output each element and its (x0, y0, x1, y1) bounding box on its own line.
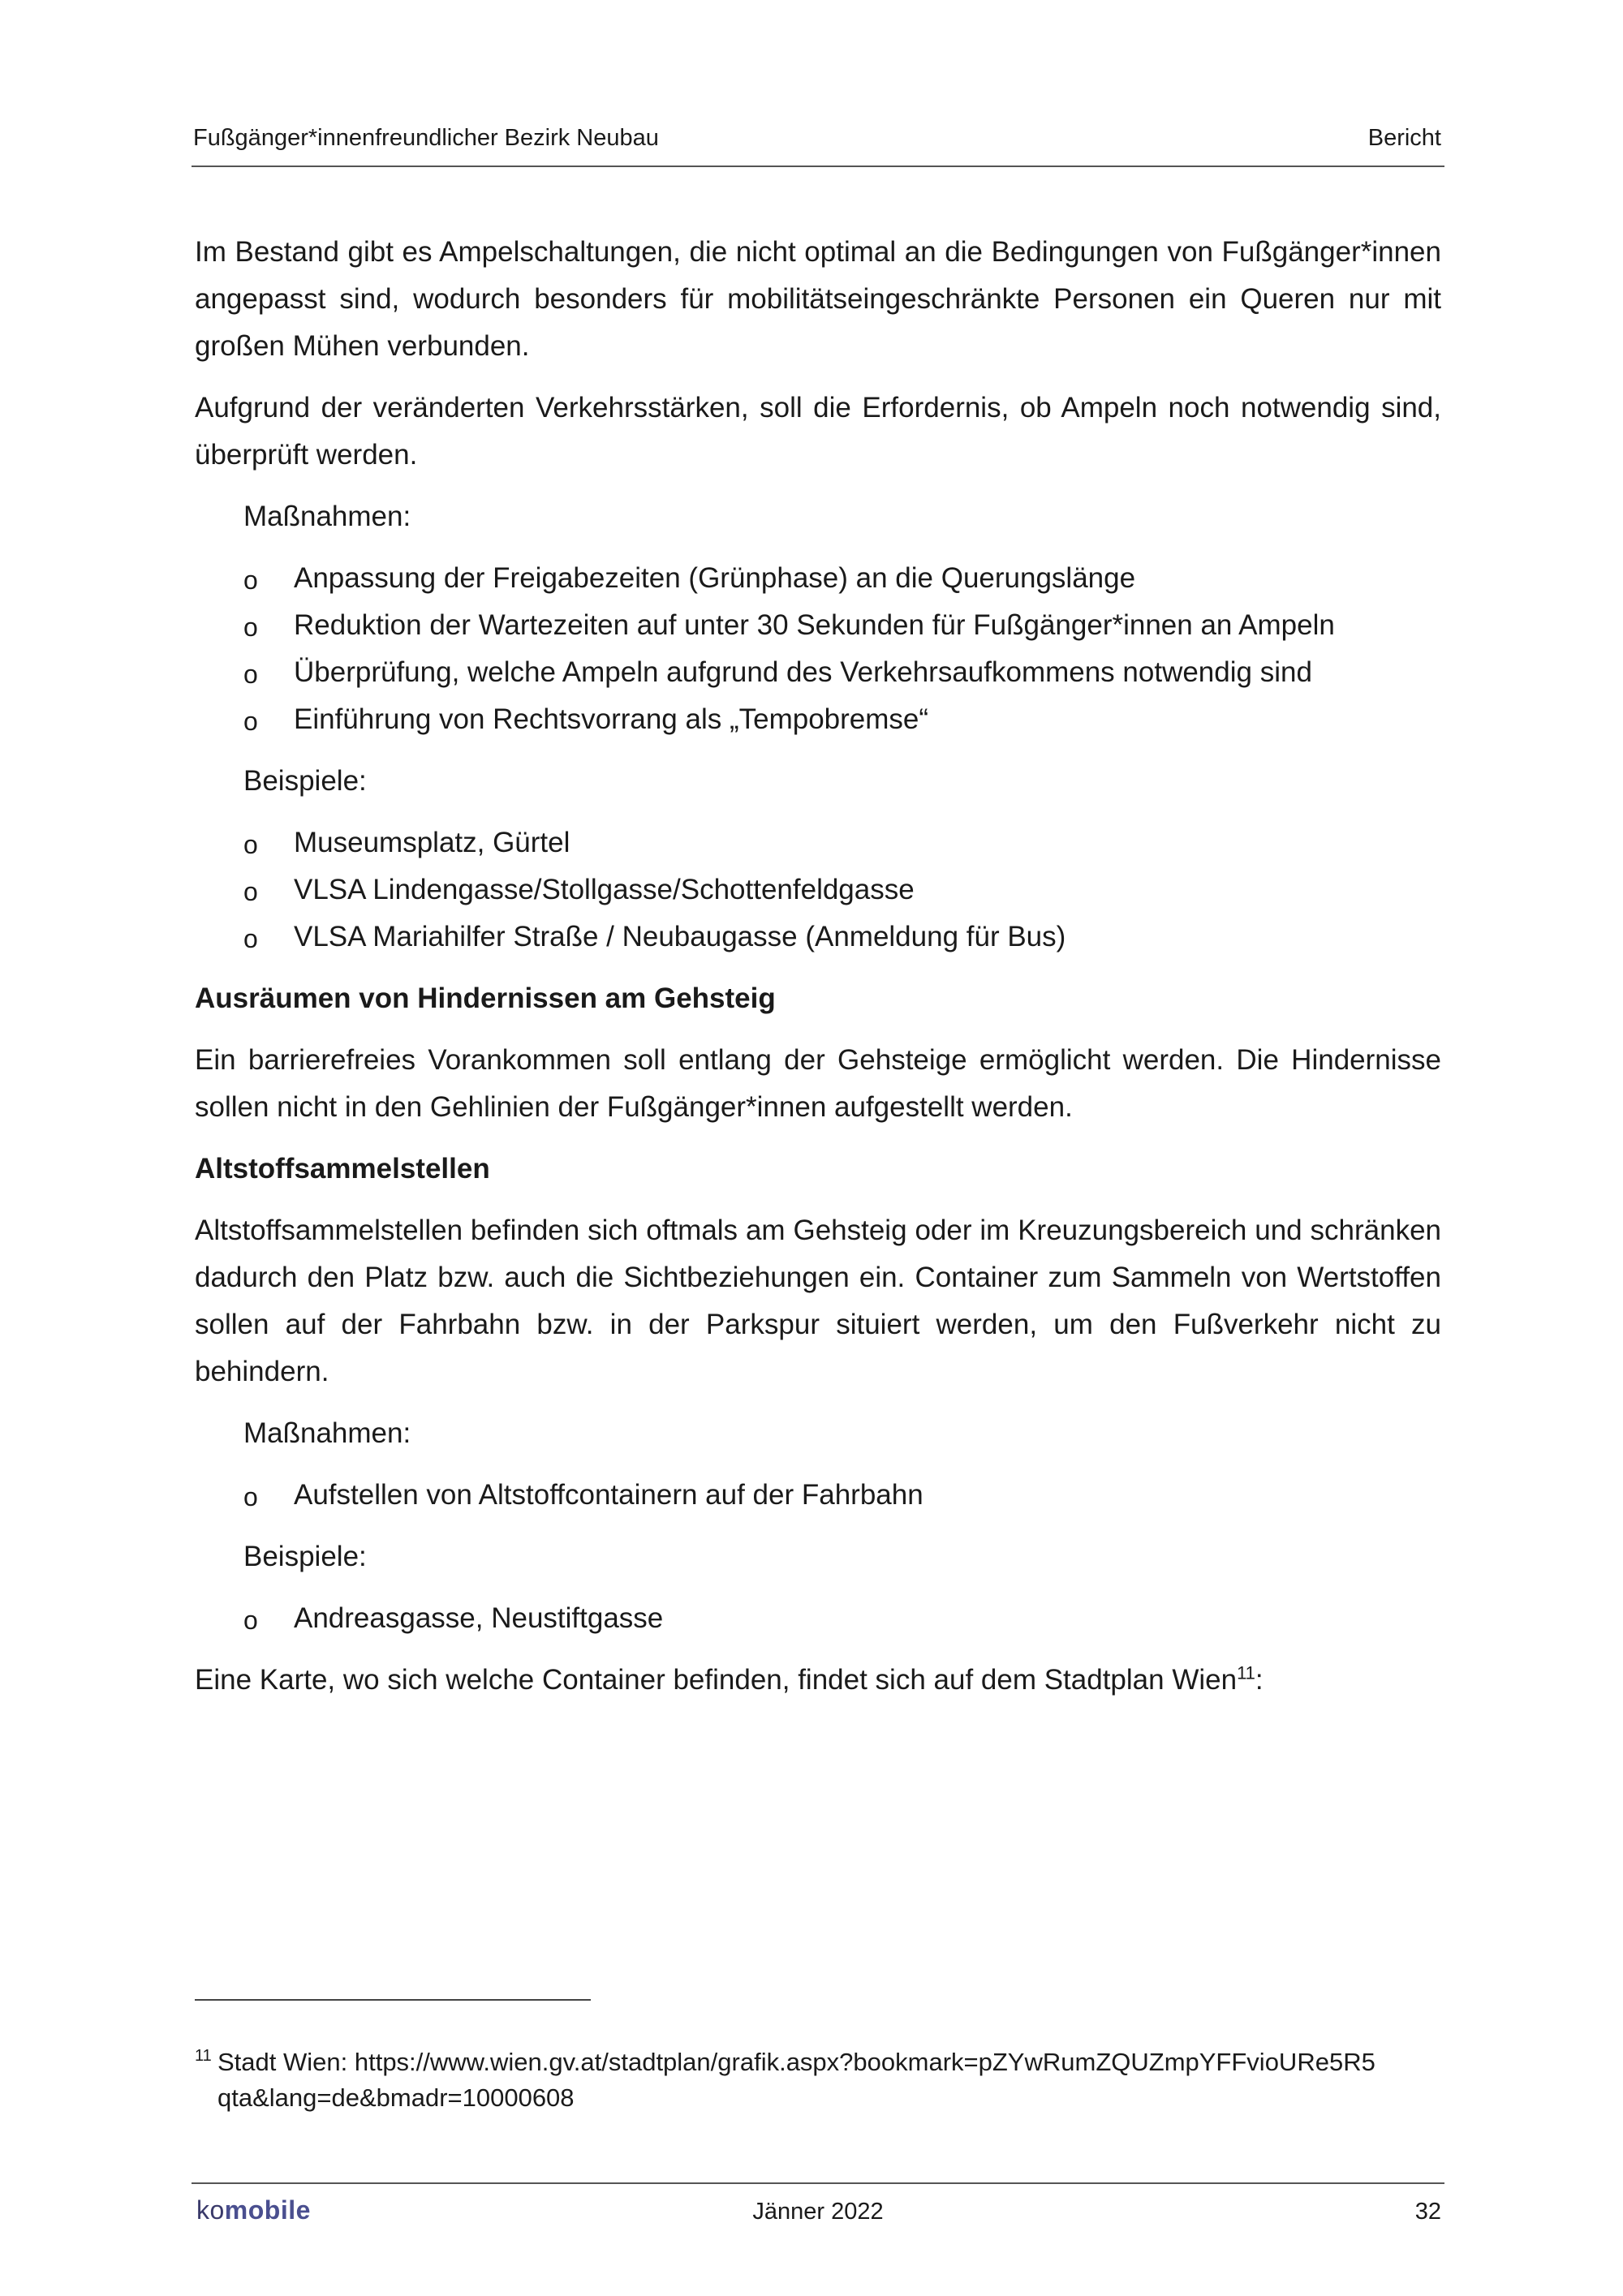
bullet-icon: o (243, 830, 258, 859)
bullet-icon: o (243, 924, 258, 953)
list-item-text: Aufstellen von Altstoffcontainern auf der Fahrbahn (294, 1479, 923, 1511)
paragraph-obstacles: Ein barrierefreies Vorankommen soll entlang der Gehsteige ermöglicht werden. Die Hindernisse sollen nicht in den Gehlinien der Fußgänger*innen aufgestellt werden. (195, 1044, 1441, 1123)
footnote-text-line[interactable]: Stadt Wien: https://www.wien.gv.at/stadtplan/grafik.aspx?bookmark=pZYwRumZQUZmpYFFvioURe5R5 (217, 2048, 1375, 2076)
list-item (195, 866, 1441, 914)
list-item-text: Museumsplatz, Gürtel (294, 827, 570, 858)
bullet-icon: o (243, 707, 258, 736)
footnote-reference[interactable]: 11 (1237, 1662, 1255, 1683)
examples-label: Beispiele: (243, 1541, 367, 1572)
measures-list (195, 1472, 1441, 1519)
list-item-text: Reduktion der Wartezeiten auf unter 30 Sekunden für Fußgänger*innen an Ampeln (294, 609, 1335, 641)
paragraph-recycling: Altstoffsammelstellen befinden sich oftmals am Gehsteig oder im Kreuzungsbereich und schränken dadurch den Platz bzw. auch die Sichtbeziehungen ein. Container zum Sammeln von Wertstoffen sollen auf der Fahrbahn bzw. in der Parkspur situiert werden, um den Fußverkehr nicht zu behindern. (195, 1215, 1441, 1387)
list-item-text: Anpassung der Freigabezeiten (Grünphase) an die Querungslänge (294, 562, 1136, 594)
footnote-number: 11 (195, 2047, 212, 2065)
list-item (195, 914, 1441, 961)
examples-list (195, 819, 1441, 961)
examples-label: Beispiele: (243, 765, 367, 797)
footer-date: Jänner 2022 (752, 2199, 884, 2225)
page-footer (192, 2182, 1444, 2233)
bullet-icon: o (243, 877, 258, 906)
list-item (195, 555, 1441, 602)
examples-list (195, 1595, 1441, 1642)
paragraph-traffic-volume: Aufgrund der veränderten Verkehrsstärken, soll die Erfordernis, ob Ampeln noch notwendig sind, überprüft werden. (195, 392, 1441, 471)
list-item-text: Andreasgasse, Neustiftgasse (294, 1602, 664, 1634)
footnote-text (195, 2044, 1441, 2116)
bullet-icon: o (243, 1482, 258, 1511)
footnote (195, 2044, 1441, 2116)
footnote-text-line[interactable]: qta&lang=de&bmadr=10000608 (217, 2083, 575, 2112)
list-item (195, 1595, 1441, 1642)
bullet-icon: o (243, 565, 258, 595)
header-title: Fußgänger*innenfreundlicher Bezirk Neubau (193, 125, 659, 151)
paragraph-map-end: : (1255, 1664, 1264, 1696)
bullet-icon: o (243, 613, 258, 642)
header-doc-type: Bericht (1367, 125, 1441, 151)
list-item-text: VLSA Mariahilfer Straße / Neubaugasse (Anmeldung für Bus) (294, 921, 1066, 952)
paragraph-map (195, 1657, 1441, 1704)
section-heading-recycling: Altstoffsammelstellen (195, 1153, 490, 1185)
measures-label: Maßnahmen: (243, 1417, 411, 1449)
logo-part-ko: ko (196, 2195, 225, 2225)
list-item-text: Einführung von Rechtsvorrang als „Tempobremse“ (294, 703, 929, 735)
paragraph-map-text: Eine Karte, wo sich welche Container befinden, findet sich auf dem Stadtplan Wien (195, 1664, 1238, 1696)
footnote-divider (195, 1999, 591, 2001)
bullet-icon: o (243, 1606, 258, 1635)
bullet-icon: o (243, 660, 258, 689)
paragraph-traffic-lights: Im Bestand gibt es Ampelschaltungen, die nicht optimal an die Bedingungen von Fußgänger*innen angepasst sind, wodurch besonders für mobilitätseingeschränkte Personen ein Queren nur mit großen Mühen verbunden. (195, 236, 1441, 362)
list-item (195, 819, 1441, 866)
main-content (195, 229, 1441, 1718)
page-header (192, 122, 1444, 167)
list-item (195, 649, 1441, 696)
list-item (195, 602, 1441, 649)
logo-part-mobile: mobile (224, 2195, 311, 2225)
list-item-text: Überprüfung, welche Ampeln aufgrund des Verkehrsaufkommens notwendig sind (294, 656, 1312, 688)
page-number: 32 (1414, 2199, 1441, 2225)
list-item-text: VLSA Lindengasse/Stollgasse/Schottenfeldgasse (294, 874, 915, 905)
section-heading-obstacles: Ausräumen von Hindernissen am Gehsteig (195, 982, 776, 1014)
list-item (195, 1472, 1441, 1519)
list-item (195, 696, 1441, 743)
measures-list (195, 555, 1441, 743)
measures-label: Maßnahmen: (243, 501, 411, 532)
